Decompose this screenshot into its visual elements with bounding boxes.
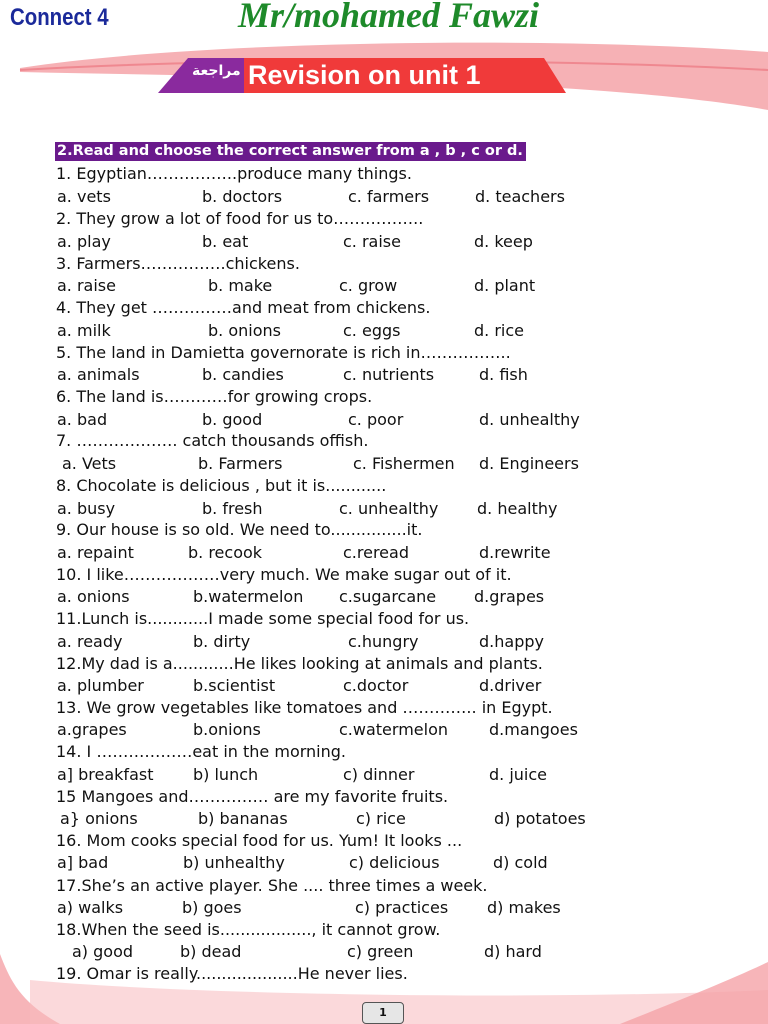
answer-option: b. fresh [202,499,263,518]
answer-option: b.onions [193,720,261,739]
answer-option: a. repaint [57,543,134,562]
question-text: 2. They grow a lot of food for us to…………….. [56,209,424,228]
answer-option: a. milk [57,321,111,340]
answer-option: c. farmers [348,187,430,206]
question-text: 14. I ………………eat in the morning. [56,742,346,761]
answer-option: b. eat [202,232,249,251]
question-text: 10. I like………………very much. We make sugar out of it. [56,565,512,584]
answer-option: a. onions [57,587,130,606]
answer-option: d) hard [484,942,542,961]
answer-option: c.reread [343,543,409,562]
answer-option: d. healthy [477,499,558,518]
answer-option: c) practices [355,898,449,917]
answer-option: c) delicious [349,853,440,872]
answer-option: d.rewrite [479,543,551,562]
answer-option: b.scientist [193,676,276,695]
answer-option: d. plant [474,276,536,295]
answer-option: c.watermelon [339,720,448,739]
section-instruction: 2.Read and choose the correct answer from a , b , c or d. [55,142,526,161]
answer-option: b) lunch [193,765,259,784]
question-text: 8. Chocolate is delicious , but it is............ [56,476,387,495]
answer-option: d. rice [474,321,524,340]
answer-option: d.mangoes [489,720,578,739]
answer-option: b. onions [208,321,281,340]
question-text: 16. Mom cooks special food for us. Yum! It looks ... [56,831,463,850]
question-text: 18.When the seed is.................., it cannot grow. [56,920,441,939]
answer-option: d. juice [489,765,547,784]
answer-option: d.happy [479,632,544,651]
answer-option: d.grapes [474,587,545,606]
answer-option: b. Farmers [198,454,283,473]
question-text: 13. We grow vegetables like tomatoes and ………….. in Egypt. [56,698,553,717]
page-title: Revision on unit 1 [248,60,481,90]
answer-option: c.hungry [348,632,419,651]
answer-option: a] breakfast [57,765,154,784]
question-text: 19. Omar is really....................He never lies. [56,964,408,983]
question-text: 12.My dad is a............He likes looking at animals and plants. [56,654,543,673]
answer-option: a) walks [57,898,124,917]
answer-option: c) rice [356,809,406,828]
answer-option: c. Fishermen [353,454,455,473]
question-text: 9. Our house is so old. We need to...............it. [56,520,423,539]
answer-option: b. good [202,410,263,429]
question-text: 5. The land in Damietta governorate is rich in…………….. [56,343,511,362]
answer-option: b) dead [180,942,242,961]
answer-option: a.grapes [57,720,127,739]
answer-option: a. ready [57,632,123,651]
answer-option: a. bad [57,410,108,429]
answer-option: d. keep [474,232,533,251]
answer-option: a. raise [57,276,116,295]
answer-option: c. raise [343,232,401,251]
question-text: 7. ………………. catch thousands offish. [56,431,369,450]
answer-option: b. make [208,276,273,295]
answer-option: c) green [347,942,414,961]
answer-option: b) bananas [198,809,288,828]
question-text: 6. The land is…………for growing crops. [56,387,373,406]
brand-logo: Connect 4 [10,4,109,31]
teacher-name: Mr/mohamed Fawzi [238,0,540,35]
answer-option: a. vets [57,187,111,206]
question-text: 3. Farmers…………….chickens. [56,254,300,273]
answer-option: b. doctors [202,187,283,206]
page-number: 1 [362,1002,404,1024]
answer-option: a. plumber [57,676,144,695]
answer-option: d) makes [487,898,561,917]
answer-option: d) cold [493,853,548,872]
answer-option: a. busy [57,499,116,518]
answer-option: c. eggs [343,321,401,340]
answer-option: a) good [72,942,134,961]
answer-option: b) unhealthy [183,853,285,872]
question-text: 15 Mangoes and…………… are my favorite fruits. [56,787,449,806]
answer-option: c. nutrients [343,365,435,384]
answer-option: b. candies [202,365,284,384]
question-text: 1. Egyptian……………..produce many things. [56,164,412,183]
answer-option: d. fish [479,365,528,384]
answer-option: d. teachers [475,187,565,206]
answer-option: d) potatoes [494,809,586,828]
answer-option: b) goes [182,898,242,917]
answer-option: d.driver [479,676,542,695]
answer-option: c. unhealthy [339,499,439,518]
banner-arabic-label: مراجعة [192,63,241,79]
answer-option: b.watermelon [193,587,304,606]
answer-option: a] bad [57,853,109,872]
answer-option: c.sugarcane [339,587,437,606]
answer-option: a. play [57,232,111,251]
answer-option: b. recook [188,543,263,562]
answer-option: a. Vets [62,454,117,473]
question-text: 11.Lunch is............I made some special food for us. [56,609,470,628]
answer-option: c. grow [339,276,398,295]
answer-option: d. Engineers [479,454,579,473]
answer-option: a} onions [60,809,138,828]
question-text: 17.She’s an active player. She .... three times a week. [56,876,488,895]
answer-option: d. unhealthy [479,410,580,429]
answer-option: c.doctor [343,676,409,695]
answer-option: b. dirty [193,632,251,651]
question-text: 4. They get ……………and meat from chickens. [56,298,431,317]
answer-option: a. animals [57,365,140,384]
answer-option: c. poor [348,410,404,429]
answer-option: c) dinner [343,765,415,784]
